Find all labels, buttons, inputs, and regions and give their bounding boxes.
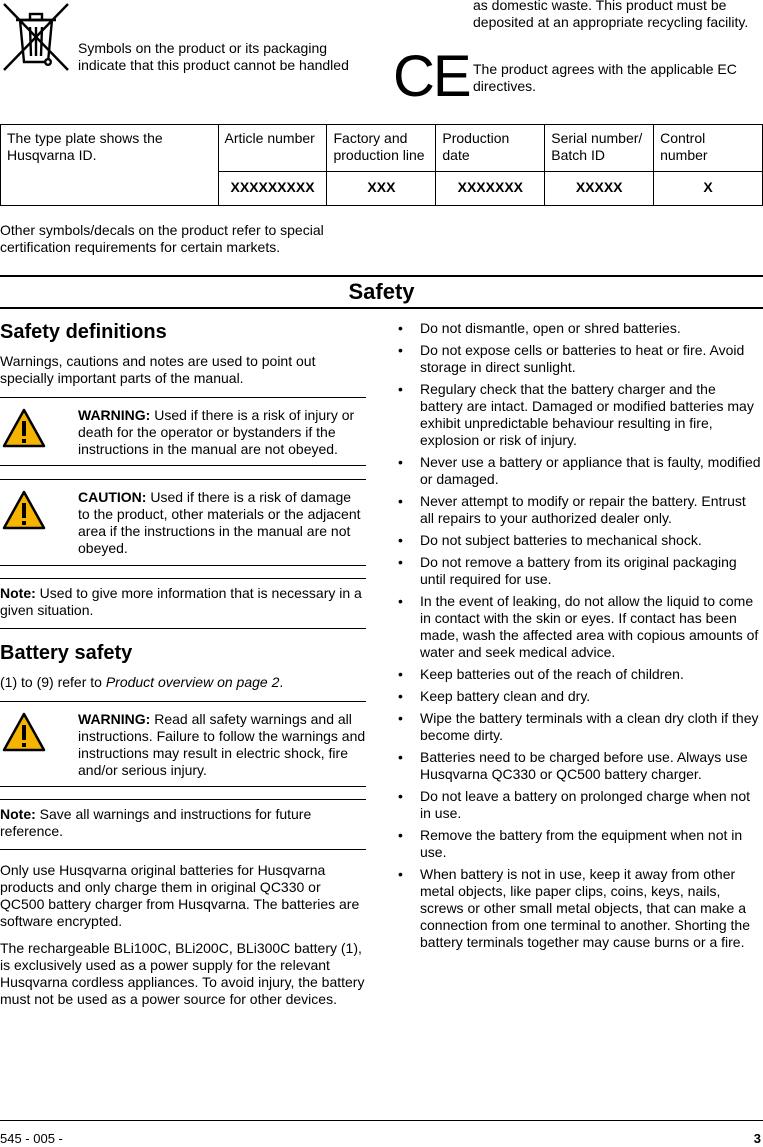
header-production-date: Production date [436,125,545,172]
value-production-date: XXXXXXX [436,171,545,205]
list-item: • Do not subject batteries to mechanical shock. [398,532,762,549]
caution-text: Used if there is a risk of damage to the product, other materials or the adjacent area if the instructions in the manual are not obeyed. [78,489,361,556]
value-factory-line: XXX [327,171,436,205]
section-title-safety: Safety [0,275,763,309]
footer-divider [0,1120,763,1121]
warning-text: Used if there is a risk of injury or death for the operator or bystanders if the instructions in the manual are not obeyed. [78,407,355,457]
value-control-number: X [654,171,763,205]
heading-battery-safety: Battery safety [0,642,133,664]
value-serial-number: XXXXX [545,171,654,205]
list-item: • Batteries need to be charged before use. Always use Husqvarna QC330 or QC500 battery charger. [398,749,762,783]
list-item: • Remove the battery from the equipment when not in use. [398,827,762,861]
battery-note-text: Save all warnings and instructions for future reference. [0,806,312,839]
warning-label: WARNING: [78,407,151,423]
list-item: • Do not expose cells or batteries to heat or fire. Avoid storage in direct sunlight. [398,342,762,376]
battery-warning-text: Read all safety warnings and all instructions. Failure to follow the warnings and instructions may result in electric shock, fire and/or serious injury. [78,711,366,778]
definitions-intro: Warnings, cautions and notes are used to point out specially important parts of the manual. [0,353,316,386]
caution-triangle-icon [2,490,46,530]
header-factory-line: Factory and production line [327,125,436,172]
list-item: • Keep batteries out of the reach of children. [398,666,762,683]
header-serial-number: Serial number/ Batch ID [545,125,654,172]
weee-description-continued: as domestic waste. This product must be deposited at an appropriate recycling facility. [473,0,749,30]
battery-reference: (1) to (9) refer to Product overview on page 2. [0,674,284,690]
heading-safety-definitions: Safety definitions [0,321,167,343]
list-item: • Do not leave a battery on prolonged charge when not in use. [398,788,762,822]
battery-warning-notice [0,701,366,787]
product-overview-link[interactable]: Product overview on page 2 [105,674,280,690]
battery-safety-list [398,320,762,956]
type-plate-label: The type plate shows the Husqvarna ID. [1,125,219,206]
battery-paragraph-original: Only use Husqvarna original batteries for Husqvarna products and only charge them in original QC330 or QC500 battery charger from Husqvarna. The batteries are software encrypted. [0,862,360,929]
list-item: • Never attempt to modify or repair the battery. Entrust all repairs to your authorized dealer only. [398,493,762,527]
battery-warning-label: WARNING: [78,711,151,727]
list-item: • Do not dismantle, open or shred batteries. [398,320,762,337]
value-article-number: XXXXXXXXX [218,171,327,205]
crossed-out-bin-icon [0,0,72,74]
definitions-note [0,578,366,629]
header-control-number: Control number [654,125,763,172]
list-item: • In the event of leaking, do not allow the liquid to come in contact with the skin or eyes. If contact has been made, wash the affected area with copious amounts of water and seek medical advice. [398,593,762,661]
type-plate-table [0,124,763,206]
battery-note-label: Note: [0,806,36,822]
battery-warning-triangle-icon [2,712,46,752]
list-item: • Never use a battery or appliance that is faulty, modified or damaged. [398,454,762,488]
battery-paragraph-usage: The rechargeable BLi100C, BLi200C, BLi300C battery (1), is exclusively used as a power supply for the relevant Husqvarna cordless appliances. To avoid injury, the battery must not be used as a power source for other devices. [0,940,365,1007]
caution-label: CAUTION: [78,489,147,505]
weee-description: Symbols on the product or its packaging indicate that this product cannot be handled [78,40,349,73]
list-item: • Do not remove a battery from its original packaging until required for use. [398,554,762,588]
list-item: • Wipe the battery terminals with a clean dry cloth if they become dirty. [398,710,762,744]
list-item: • Keep battery clean and dry. [398,688,762,705]
warning-triangle-icon [2,408,46,448]
note-text: Used to give more information that is necessary in a given situation. [0,585,362,618]
header-article-number: Article number [218,125,327,172]
ce-description: The product agrees with the applicable EC directives. [473,61,737,94]
page-number: 3 [753,1131,761,1146]
note-label: Note: [0,585,36,601]
list-item: • When battery is not in use, keep it away from other metal objects, like paper clips, coins, keys, nails, screws or other small metal objects, that can make a connection from one terminal to another. Shorting the battery terminals together may cause burns or a fire. [398,866,762,951]
document-number: 545 - 005 - [0,1131,63,1146]
battery-note [0,799,366,850]
caution-notice [0,479,366,566]
other-symbols-text: Other symbols/decals on the product refer to special certification requirements for certain markets. [0,222,324,255]
list-item: • Regulary check that the battery charger and the battery are intact. Damaged or modified batteries may exhibit unpredictable behaviour resulting in fire, explosion or risk of injury. [398,381,762,449]
warning-notice [0,397,366,466]
ce-mark-icon: CE [393,44,470,109]
